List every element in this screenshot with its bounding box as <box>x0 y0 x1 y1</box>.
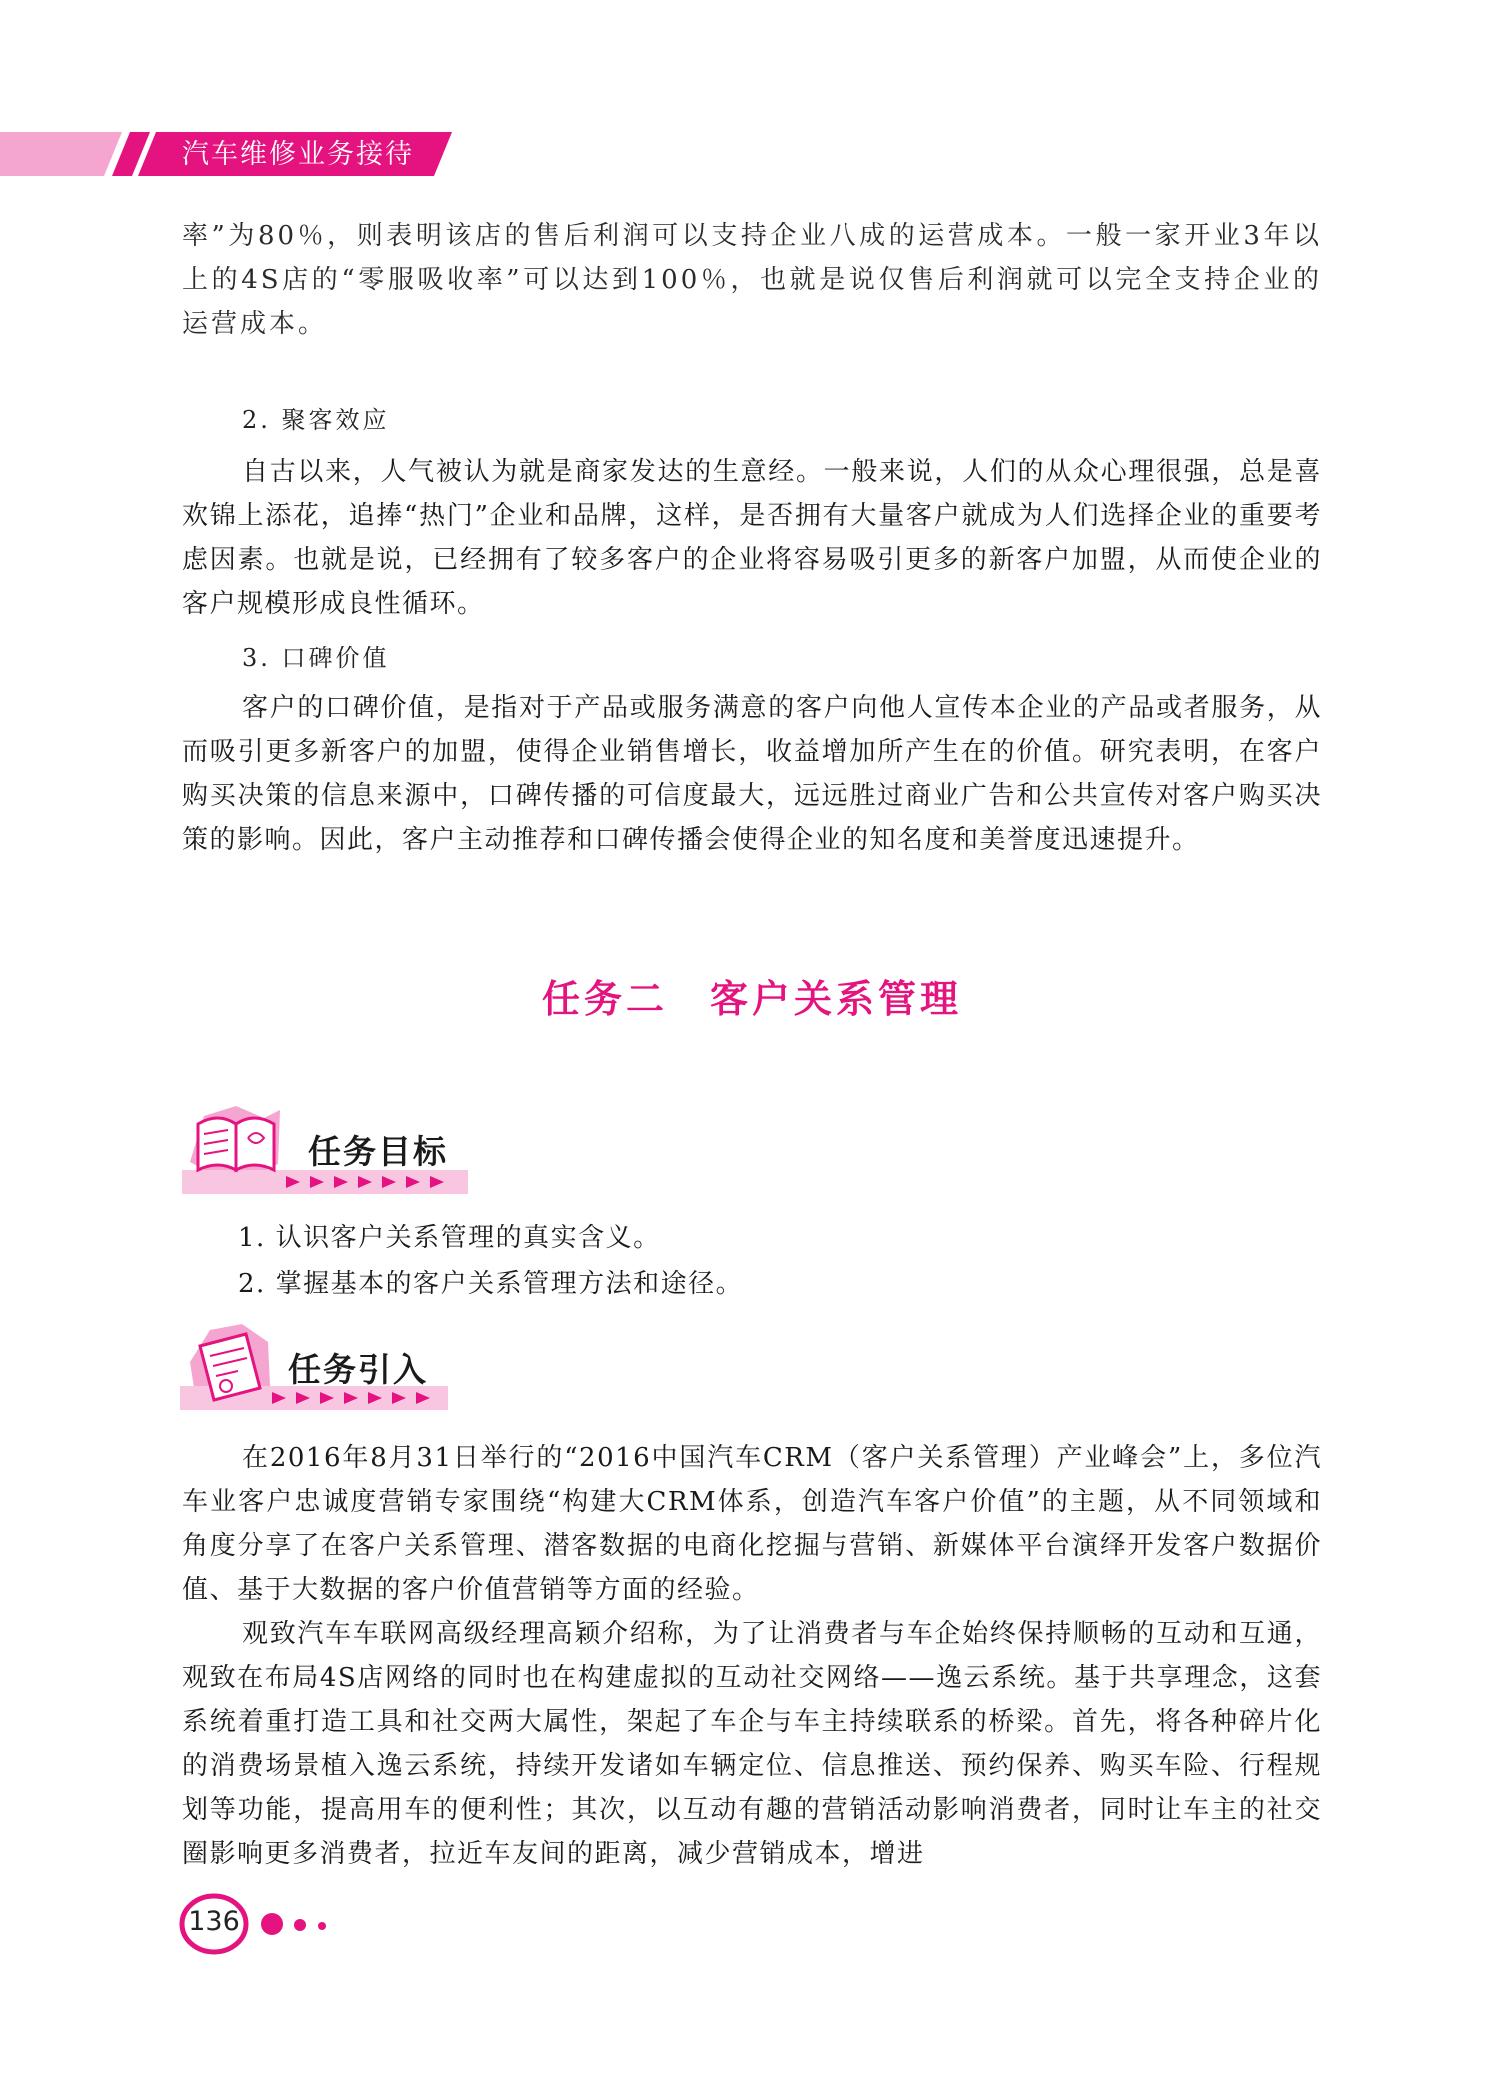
body-paragraph: 自古以来，人气被认为就是商家发达的生意经。一般来说，人们的从众心理很强，总是喜欢锦上添花，追捧“热门”企业和品牌，这样，是否拥有大量客户就成为人们选择企业的重要考虑因素。也就是说，已经拥有了较多客户的企业将容易吸引更多的新客户加盟，从而使企业的客户规模形成良性循环。 <box>182 457 1322 619</box>
introduction-label: 任务引入 <box>288 1350 428 1389</box>
page-number-marker <box>178 1892 338 1960</box>
task-title: 任务二 客户关系管理 <box>541 977 962 1021</box>
body-paragraph: 在2016年8月31日举行的“2016中国汽车CRM（客户关系管理）产业峰会”上，多位汽车业客户忠诚度营销专家围绕“构建大CRM体系，创造汽车客户价值”的主题，从不同领域和角度分享了在客户关系管理、潜客数据的电商化挖掘与营销、新媒体平台演绎开发客户数据价值、基于大数据的客户价值营销等方面的经验。 <box>182 1443 1322 1605</box>
section-heading: 2. 聚客效应 <box>242 406 390 434</box>
section-heading: 3. 口碑价值 <box>242 644 390 672</box>
running-header-title: 汽车维修业务接待 <box>182 139 414 170</box>
introduction-badge <box>180 1322 452 1418</box>
objectives-label: 任务目标 <box>308 1132 448 1171</box>
objective-item: 2. 掌握基本的客户关系管理方法和途径。 <box>238 1269 744 1299</box>
objective-item: 1. 认识客户关系管理的真实含义。 <box>238 1223 661 1253</box>
page-number: 136 <box>188 1906 240 1937</box>
body-paragraph: 率”为80％，则表明该店的售后利润可以支持企业八成的运营成本。一般一家开业3年以上的4S店的“零服吸收率”可以达到100％，也就是说仅售后利润就可以完全支持企业的运营成本。 <box>182 221 1322 339</box>
body-paragraph: 客户的口碑价值，是指对于产品或服务满意的客户向他人宣传本企业的产品或者服务，从而吸引更多新客户的加盟，使得企业销售增长，收益增加所产生在的价值。研究表明，在客户购买决策的信息来源中，口碑传播的可信度最大，远远胜过商业广告和公共宣传对客户购买决策的影响。因此，客户主动推荐和口碑传播会使得企业的知名度和美誉度迅速提升。 <box>182 693 1322 855</box>
body-paragraph: 观致汽车车联网高级经理高颖介绍称，为了让消费者与车企始终保持顺畅的互动和互通，观致在布局4S店网络的同时也在构建虚拟的互动社交网络——逸云系统。基于共享理念，这套系统着重打造工具和社交两大属性，架起了车企与车主持续联系的桥梁。首先，将各种碎片化的消费场景植入逸云系统，持续开发诸如车辆定位、信息推送、预约保养、购买车险、行程规划等功能，提高用车的便利性；其次，以互动有趣的营销活动影响消费者，同时让车主的社交圈影响更多消费者，拉近车友间的距离，减少营销成本，增进 <box>182 1619 1322 1869</box>
objectives-badge <box>182 1104 472 1200</box>
